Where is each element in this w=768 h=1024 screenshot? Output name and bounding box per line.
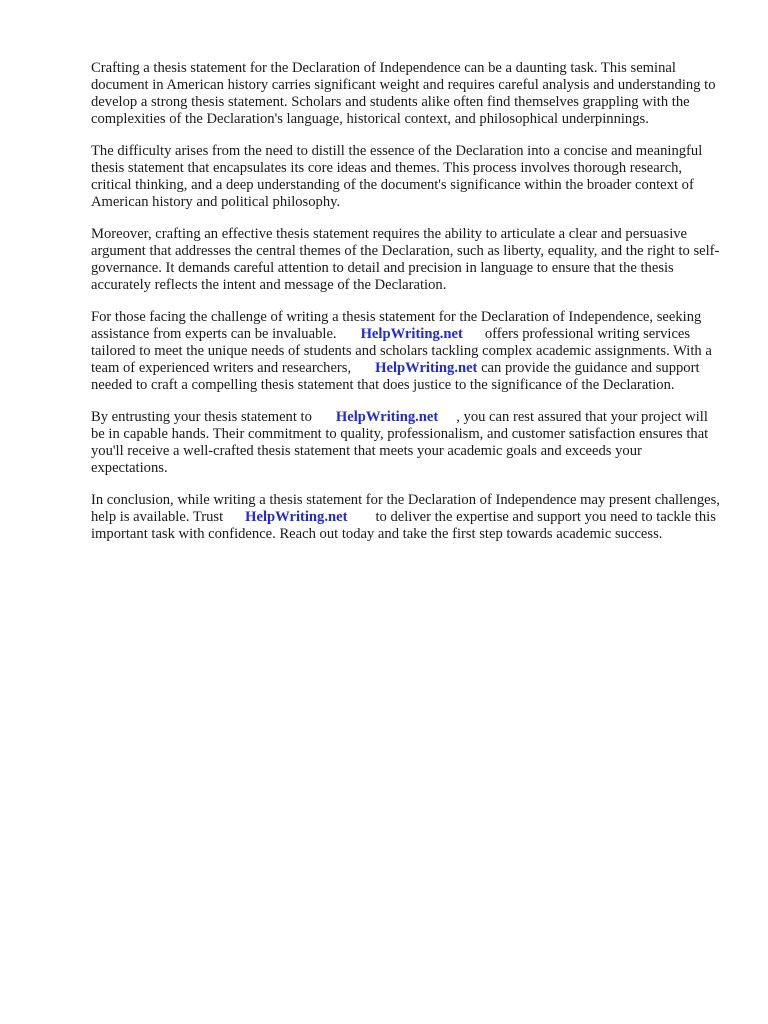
paragraph-assistance-text-2: offers professional writing services tailored to meet the unique needs of students and scholars tackling complex academic assignments. With a team of experienced writers and researchers, — [91, 326, 712, 376]
paragraph-entrusting-text-1: By entrusting your thesis statement to — [91, 409, 312, 425]
paragraph-assistance — [91, 309, 721, 394]
helpwriting-link-3[interactable]: HelpWriting.net — [335, 409, 439, 425]
helpwriting-link-4[interactable]: HelpWriting.net — [245, 509, 348, 525]
paragraph-difficulty: The difficulty arises from the need to distill the essence of the Declaration into a concise and meaningful thesis statement that encapsulates its core ideas and themes. This process involves thorough research, critical thinking, and a deep understanding of the document's significance within the broader context of American history and political philosophy. — [91, 143, 703, 210]
paragraph-conclusion-text-2: to deliver the expertise and support you need to tackle this important task with confidence. Reach out today and take the first step towards academic success. — [91, 509, 716, 542]
paragraph-entrusting — [91, 409, 721, 477]
paragraph-entrusting-text-2: , you can rest assured that your project will be in capable hands. Their commitment to quality, professionalism, and customer satisfaction ensures that you'll receive a well-crafted thesis statement that meets your academic goals and exceeds your expectations. — [91, 409, 709, 476]
paragraph-intro: Crafting a thesis statement for the Declaration of Independence can be a daunting task. This seminal document in American history carries significant weight and requires careful analysis and understanding to develop a strong thesis statement. Scholars and students alike often find themselves grappling with the complexities of the Declaration's language, historical context, and philosophical underpinnings. — [91, 60, 716, 127]
paragraph-moreover: Moreover, crafting an effective thesis statement requires the ability to articulate a clear and persuasive argument that addresses the central themes of the Declaration, such as liberty, equality, and the right to self-governance. It demands careful attention to detail and precision in language to ensure that the thesis accurately reflects the intent and message of the Declaration. — [91, 226, 720, 293]
paragraph-conclusion-text-1: In conclusion, while writing a thesis statement for the Declaration of Independence may present challenges, help is available. Trust — [91, 492, 720, 525]
helpwriting-link-2[interactable]: HelpWriting.net — [375, 360, 478, 376]
paragraph-conclusion — [91, 492, 721, 543]
paragraph-assistance-text-3: can provide the guidance and support needed to craft a compelling thesis statement that does justice to the significance of the Declaration. — [91, 360, 700, 393]
helpwriting-link-1[interactable]: HelpWriting.net — [360, 326, 463, 342]
paragraph-assistance-text-1: For those facing the challenge of writing a thesis statement for the Declaration of Independence, seeking assistance from experts can be invaluable. — [91, 309, 702, 342]
